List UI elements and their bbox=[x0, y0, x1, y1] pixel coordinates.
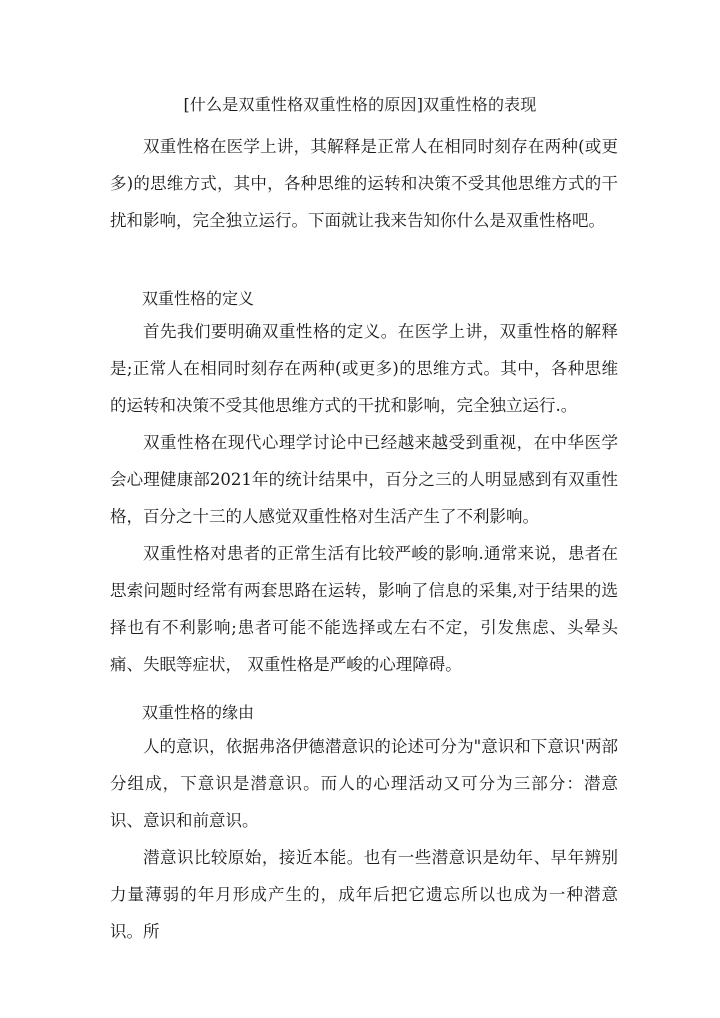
definition-paragraph-3: 双重性格对患者的正常生活有比较严峻的影响.通常来说，患者在思索问题时经常有两套思路在运转，影响了信息的采集,对于结果的选择也有不利影响;患者可能不能选择或左右不定，引发焦虑、头晕头痛、失眠等症状， 双重性格是严峻的心理障碍。 bbox=[110, 544, 618, 674]
section-heading-cause: 双重性格的缘由 bbox=[142, 703, 255, 722]
cause-paragraph-1: 人的意识，依据弗洛伊德潜意识的论述可分为"意识和下意识'两部分组成，下意识是潜意识。而人的心理活动又可分为三部分：潜意识、意识和前意识。 bbox=[110, 737, 618, 830]
document-title: [什么是双重性格双重性格的原因]双重性格的表现 bbox=[183, 95, 537, 114]
section-heading-definition: 双重性格的定义 bbox=[142, 289, 255, 308]
definition-paragraph-1: 首先我们要明确双重性格的定义。在医学上讲，双重性格的解释是;正常人在相同时刻存在两种(或更多)的思维方式。其中，各种思维的运转和决策不受其他思维方式的干扰和影响，完全独立运行.。 bbox=[110, 322, 618, 415]
cause-paragraph-2: 潜意识比较原始，接近本能。也有一些潜意识是幼年、早年辨别力量薄弱的年月形成产生的，成年后把它遗忘所以也成为一种潜意识。所 bbox=[110, 848, 618, 941]
definition-paragraph-2: 双重性格在现代心理学讨论中已经越来越受到重视，在中华医学会心理健康部2021年的统计结果中，百分之三的人明显感到有双重性格，百分之十三的人感觉双重性格对生活产生了不利影响。 bbox=[110, 433, 618, 526]
intro-paragraph: 双重性格在医学上讲，其解释是正常人在相同时刻存在两种(或更多)的思维方式，其中，各种思维的运转和决策不受其他思维方式的干扰和影响，完全独立运行。下面就让我来告知你什么是双重性格吧。 bbox=[110, 137, 618, 230]
